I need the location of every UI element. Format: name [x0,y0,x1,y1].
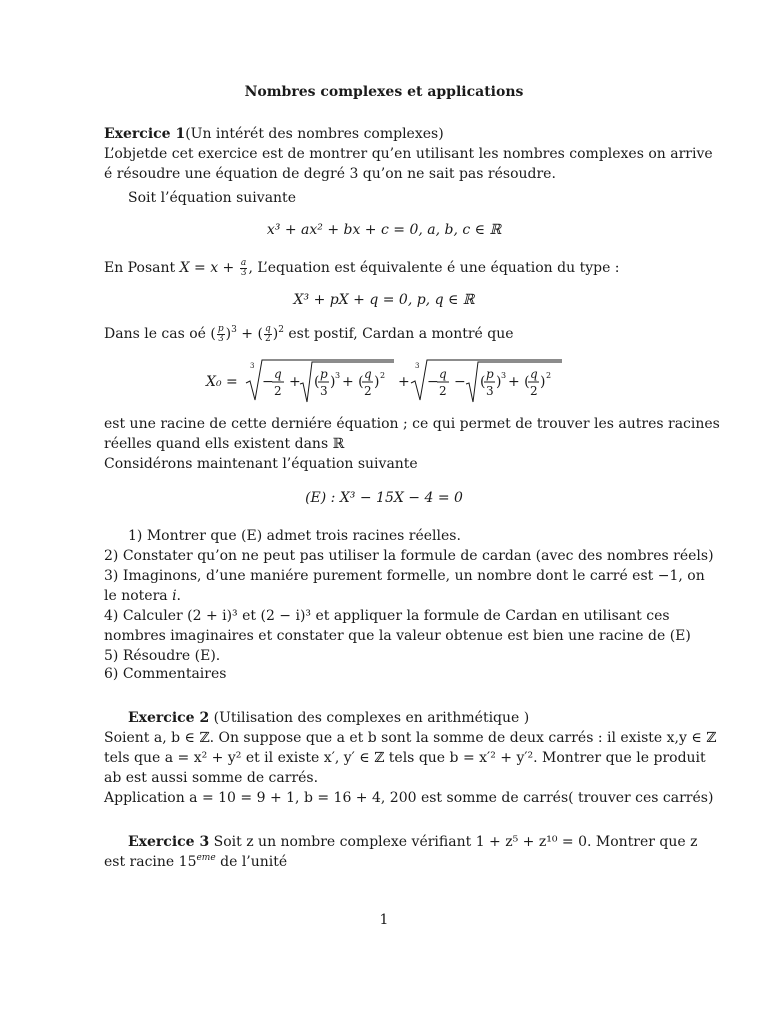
cas-post: est postif, Cardan a montré que [283,326,514,342]
ex2-line-3: ab est aussi somme de carrés. [104,770,319,786]
svg-text:q: q [274,367,282,381]
svg-text:2: 2 [530,384,538,398]
ex1-cas-line [104,324,664,344]
ex3-line-1 [104,832,698,852]
svg-text:p: p [320,367,328,381]
frac-num: a [240,257,247,268]
ex2-line-4: Application a = 10 = 9 + 1, b = 16 + 4, 200 est somme de carrés( trouver ces carrés) [104,790,714,806]
svg-text:+ (: + ( [342,374,364,390]
posant-math: X = x + [179,260,239,276]
ex3-text-1: Soit z un nombre complexe vérifiant 1 + z⁵ + z¹⁰ = 0. Montrer que z [209,834,698,850]
svg-text:−: − [262,374,274,390]
svg-text:q: q [439,367,447,381]
ex2-line-1: Soient a, b ∈ ℤ. On suppose que a et b sont la somme de deux carrés : il existe x,y ∈ ℤ [104,730,717,746]
discriminant-expr: ( $\frac{p}{3}$ )$^3$ + ( $\frac{q}{2}$ )$^2$ [210,323,284,344]
question-6: 6) Commentaires [104,666,227,682]
ex3-line-2 [104,852,664,872]
question-1: 1) Montrer que (E) admet trois racines réelles. [128,528,461,544]
ex1-posant-line [104,258,664,278]
ex3-heading: Exercice 3 [128,834,210,850]
svg-text:−: − [427,374,439,390]
svg-text:): ) [540,374,546,390]
ex1-racine-1: est une racine de cette derniére équation ; ce qui permet de trouver les autres racines [104,416,720,432]
q3b-pre: le notera [104,588,173,604]
svg-text:+: + [398,374,410,390]
posant-pre: En Posant [104,260,180,276]
svg-text:3: 3 [486,384,494,398]
question-4a: 4) Calculer (2 + i)³ et (2 − i)³ et appliquer la formule de Cardan en utilisant ces [104,608,670,624]
svg-text:−: − [454,374,466,390]
ex1-racine-2: réelles quand ells existent dans ℝ [104,436,345,452]
ex2-heading-line [104,708,664,728]
ex1-soit: Soit l’équation suivante [128,190,296,206]
svg-text:3: 3 [250,362,255,370]
ex1-heading: Exercice 1 [104,126,186,142]
svg-text:q: q [530,367,538,381]
ex1-heading-line [104,124,664,144]
ex2-heading: Exercice 2 [128,710,210,726]
q3b-var: i [172,588,177,604]
equation-E: (E) : X³ − 15X − 4 = 0 [305,490,463,506]
svg-text:2: 2 [439,384,447,398]
page-number: 1 [379,912,389,928]
equation-cubic: x³ + ax² + bx + c = 0, a, b, c ∈ ℝ [266,222,502,238]
question-5: 5) Résoudre (E). [104,648,221,664]
x0-label: X₀ = [206,374,238,390]
svg-text:3: 3 [415,362,420,370]
svg-text:2: 2 [380,371,386,380]
ex3-l2-post: de l’unité [215,854,288,870]
svg-text:3: 3 [501,371,507,380]
question-3a: 3) Imaginons, d’une maniére purement formelle, un nombre dont le carré est −1, on [104,568,705,584]
svg-text:+: + [289,374,301,390]
fraction-a-over-3 [240,259,248,278]
svg-text:(: ( [314,374,320,390]
frac-den: 3 [240,267,247,278]
cas-pre: Dans le cas oé [104,326,211,342]
svg-text:): ) [330,374,336,390]
q3b-post: . [176,588,181,604]
question-3b [104,586,664,606]
ex1-considerons: Considérons maintenant l’équation suivante [104,456,418,472]
svg-text:2: 2 [546,371,552,380]
question-2: 2) Constater qu’on ne peut pas utiliser la formule de cardan (avec des nombres réels) [104,548,714,564]
svg-text:3: 3 [335,371,341,380]
ex3-l2-sup: eme [196,853,216,863]
svg-text:): ) [496,374,502,390]
ex1-intro-1: L’objetde cet exercice est de montrer qu’en utilisant les nombres complexes on arrive [104,146,713,162]
svg-text:q: q [364,367,372,381]
ex3-l2-pre: est racine 15 [104,854,197,870]
svg-text:): ) [374,374,380,390]
ex1-subtitle: (Un intérét des nombres complexes) [185,126,444,142]
question-4b: nombres imaginaires et constater que la valeur obtenue est bien une racine de (E) [104,628,691,644]
cardan-formula [200,356,570,406]
svg-text:2: 2 [274,384,282,398]
svg-text:3: 3 [320,384,328,398]
ex2-line-2: tels que a = x² + y² et il existe x′, y′ ∈ ℤ tels que b = x′² + y′². Montrer que le produit [104,750,706,766]
svg-text:2: 2 [364,384,372,398]
posant-post: , L’equation est équivalente é une équation du type : [248,260,620,276]
ex1-intro-2: é résoudre une équation de degré 3 qu’on ne sait pas résoudre. [104,166,556,182]
ex2-subtitle: (Utilisation des complexes en arithmétique ) [209,710,530,726]
svg-text:+ (: + ( [508,374,530,390]
page-title: Nombres complexes et applications [244,84,524,100]
svg-text:(: ( [480,374,486,390]
equation-depressed: X³ + pX + q = 0, p, q ∈ ℝ [293,292,475,308]
svg-text:p: p [486,367,494,381]
